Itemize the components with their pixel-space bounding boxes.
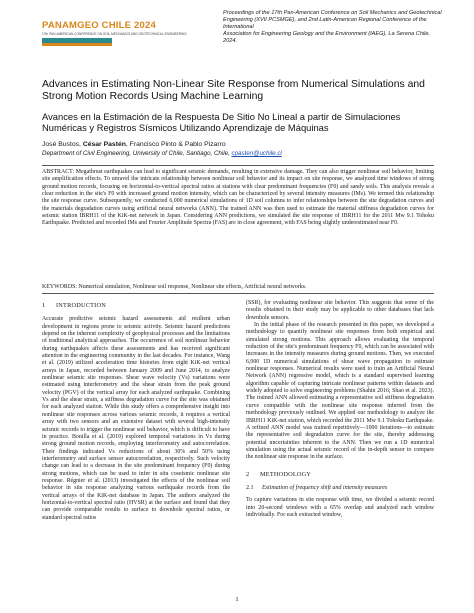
paragraph: In the initial phase of the research presented in this paper, we developed a methodology to quantify nonlinear site responses from both empirical and simulated strong motions. This approach allows evaluating the temporal reduction of the site's predominant frequency F0, which can be associated with increases in the intensity measures during ground motions. Then, we executed 6,000 1D numerical simulations of shear wave propagation to estimate nonlinear responses. Numerical results were used to train an Artificial Neural Network (ANN) regressive model, which is a standard supervised learning algorithm capable of capturing intricate nonlinear patterns within datasets and widely adopted to solve engineering problems (Shahin 2016; Shao et al. 2023). The trained ANN allowed estimating a representative soil stiffness degradation curve compatible with the nonlinear site response inferred from the methodology previously outlined. We applied our methodology to analyze the IBRH11 KiK-net station, which recorded the 2011 Mw 9.1 Tohoku Earthquake. A refined ANN model was trained repetitively—1000 iterations—to estimate the representative soil degradation curve for the site, thereby addressing potential uncertainties inherent to the ANN. Then we run a 1D numerical simulation using the actual seismic record of the in-depth sensor to compare the nonlinear site response in the surface.	[246, 322, 434, 461]
author-list	[42, 140, 442, 149]
logo-text: PANAMGEO CHILE 2024	[42, 20, 156, 31]
author-name: José Bustos,	[42, 141, 83, 148]
proceedings-line: Association for Engineering Geology and the Environment (IAEG), La Serena Chile, 2024.	[223, 31, 431, 44]
paragraph: To capture variations in site response with time, we divided a seismic record into 20-second windows with a 65% overlap and analyzed each window individually. For each extracted window,	[246, 497, 434, 518]
abstract-top-rule	[42, 165, 434, 166]
affiliation	[42, 150, 442, 158]
section-heading: 1 INTRODUCTION	[42, 302, 106, 309]
proceedings-line: Engineering (XVII PCSMGE), and 2nd Latin-American Regional Conference of the International	[223, 17, 427, 30]
logo-subtext: 17th PAN-AMERICAN CONFERENCE ON SOIL MECHANICS AND GEOTECHNICAL ENGINEERING	[42, 32, 187, 36]
paper-title: Advances in Estimating Non-Linear Site Response from Numerical Simulations and Strong Motion Records Using Machine Learning	[42, 79, 425, 103]
keywords: KEYWORDS: Numerical simulation, Nonlinear soil response, Nonlinear site effects, Artificial neural networks.	[42, 284, 307, 290]
conference-logo	[42, 18, 187, 48]
paragraph: (SSR), for evaluating nonlinear site behavior. This suggests that some of the results obtained in their study may be applicable to other databases that lack downhole sensors.	[246, 300, 434, 321]
paper-subtitle: Avances en la Estimación de la Respuesta De Sitio No Lineal a partir de Simulaciones Numéricas y Registros Sísmicos Utilizando Aprendizaje de Máquinas	[42, 111, 401, 134]
corresponding-author-name: César Pastén	[82, 141, 126, 148]
abstract: ABSTRACT: Megathrust earthquakes can lead to significant seismic demands, resulting in extensive damage. They can also trigger nonlinear soil behavior, limiting site amplification effects. To unravel the intricate relationship between nonlinear soil behavior and its impact on site response, we analyzed time windows of strong ground motion records, focusing on horizontal-to-vertical spectral ratios at stations with clear predominant frequencies (F0) and sandy soils. This analysis reveals a clear reduction in the site's F0 with increased ground motion intensity, which can be characterized by several intensity measures (IMs). We termed this relationship the site response curve. Subsequently, we conducted 6,000 numerical simulations of 1D soil columns to infer relationships between the site degradation curves and the materials degradation curves using artificial neural networks (ANN). The trained ANN was then used to estimate the material stiffness degradation curves for seismic station IBRH11 of the KiK-net network in Japan. Considering ANN predictions, we simulated the site response of IBRH11 for the 2011 Mw 9.1 Tohoku Earthquake. Predicted and recorded IMs and Fourier Amplitude Spectra (FAS) are in close agreement, with FAS being slightly underestimated near F0.	[42, 169, 434, 227]
right-column	[246, 300, 434, 519]
author-name: , Francisco Pinto & Pablo Pizarro	[125, 141, 226, 148]
left-column	[42, 300, 230, 522]
affiliation-text: Department of Civil Engineering, University of Chile, Santiago, Chile,	[42, 150, 232, 157]
proceedings-header	[223, 10, 443, 45]
section-heading: 2 METHODOLOGY	[246, 470, 312, 478]
email-link[interactable]: cpasten@uchile.cl	[231, 150, 282, 157]
page-number: 1	[235, 596, 239, 603]
proceedings-line: Proceedings of the 17th Pan-American Conference on Soil Mechanics and Geotechnical	[223, 10, 442, 16]
logo-band-accent	[42, 43, 112, 46]
paragraph: Accurate predictive seismic hazard assessments aid resilient urban development in regions prone to seismic activity. Seismic hazard predictions depend on the inherent complexity of geophysical processes and the limitations of traditional analytical approaches. The occurrence of soil nonlinear behavior during earthquakes affects these assessments and has received significant attention in the engineering community in the last decades. For instance, Wang et al. (2019) utilized acceleration time histories from eight KiK-net vertical arrays in Japan, recorded between January 2009 and June 2014, to analyze nonlinear seismic site responses. Shear wave velocity (Vs) variations were estimated using interferometry and the shear strain from the peak ground velocity (PGV) of the vertical array for each analyzed earthquake. Combining Vs and the shear strain, a stiffness degradation curve for the site was obtained for each analyzed station. While this study offers a comprehensive insight into nonlinear site responses across various seismic records, it requires a vertical array with two sensors and an extensive dataset with several high-intensity seismic records to trigger the nonlinear soil behavior, which is difficult to have in practice. Bonilla et al. (2019) explored temporal variations in Vs during strong ground motion records, employing interferometry and autocorrelation. Their findings indicated Vs reductions of about 30% and 50% using interferometry and surface sensor autocorrelation, respectively. Such velocity change can lead to a decrease in the site predominant frequency (F0) during strong motions, which can be used to infer in situ coseismic nonlinear site response. Régnier et al. (2013) investigated the effects of the nonlinear soil behavior in site response analyzing various earthquake records from the vertical arrays of the KiK-net database in Japan. The authors analyzed the horizontal-to-vertical spectral ratio (HVSR) at the surface and found that they can provide comparable results to surface to downhole spectral ratios, or standard spectral ratios	[42, 316, 230, 521]
abstract-bottom-rule	[42, 293, 434, 294]
subsection-heading: 2.1 Estimation of frequency shift and intensity measures	[246, 484, 388, 491]
